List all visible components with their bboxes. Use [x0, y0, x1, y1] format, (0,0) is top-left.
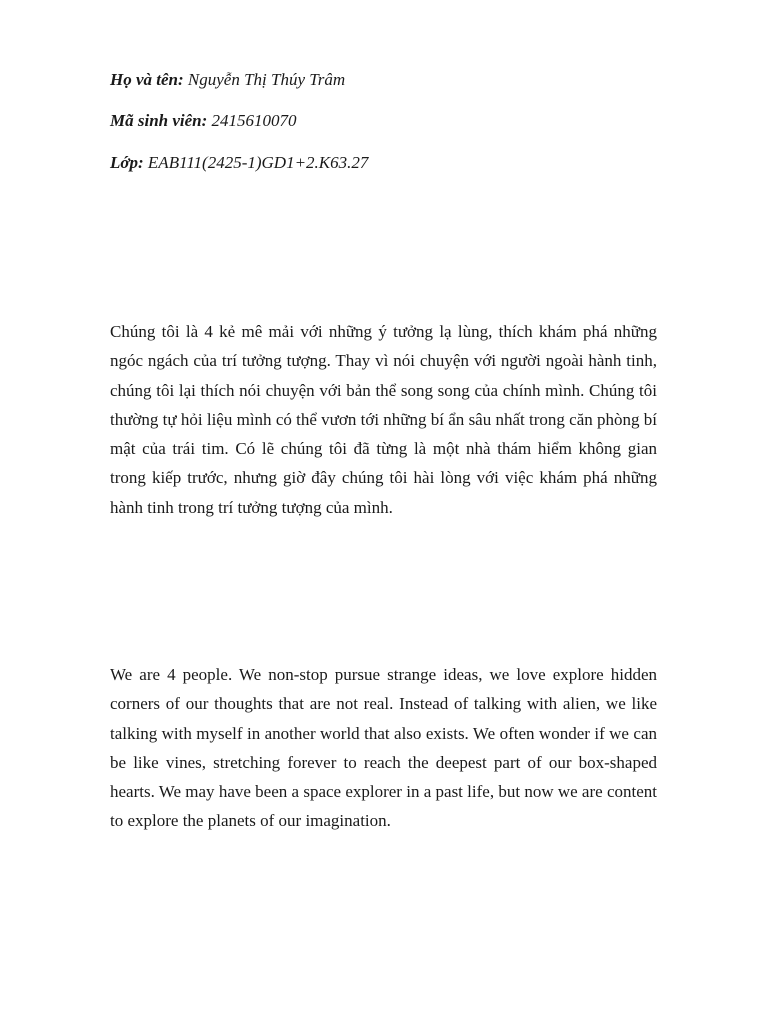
student-name-label: Họ và tên: — [110, 70, 184, 89]
class-value: EAB111(2425-1)GD1+2.K63.27 — [147, 153, 369, 172]
vietnamese-paragraph: Chúng tôi là 4 kẻ mê mải với những ý tưởng lạ lùng, thích khám phá những ngóc ngách của trí tưởng tượng. Thay vì nói chuyện với người ngoài hành tinh, chúng tôi lại thích nói chuyện với bản thể song song của chính mình. Chúng tôi thường tự hỏi liệu mình có thể vươn tới những bí ẩn sâu nhất trong căn phòng bí mật của trái tim. Có lẽ chúng tôi đã từng là một nhà thám hiểm không gian trong kiếp trước, nhưng giờ đây chúng tôi hài lòng với việc khám phá những hành tinh trong trí tưởng tượng của mình. — [110, 322, 657, 517]
student-id-label: Mã sinh viên: — [110, 111, 208, 130]
student-name-line — [110, 70, 345, 90]
student-id-value: 2415610070 — [211, 111, 297, 130]
class-label: Lớp: — [110, 153, 144, 172]
student-id-line — [110, 111, 297, 131]
english-paragraph: We are 4 people. We non-stop pursue strange ideas, we love explore hidden corners of our thoughts that are not real. Instead of talking with alien, we like talking with myself in another world that also exists. We often wonder if we can be like vines, stretching forever to reach the deepest part of our box-shaped hearts. We may have been a space explorer in a past life, but now we are content to explore the planets of our imagination. — [110, 665, 657, 831]
class-line — [110, 153, 368, 173]
student-name-value: Nguyễn Thị Thúy Trâm — [187, 70, 346, 89]
